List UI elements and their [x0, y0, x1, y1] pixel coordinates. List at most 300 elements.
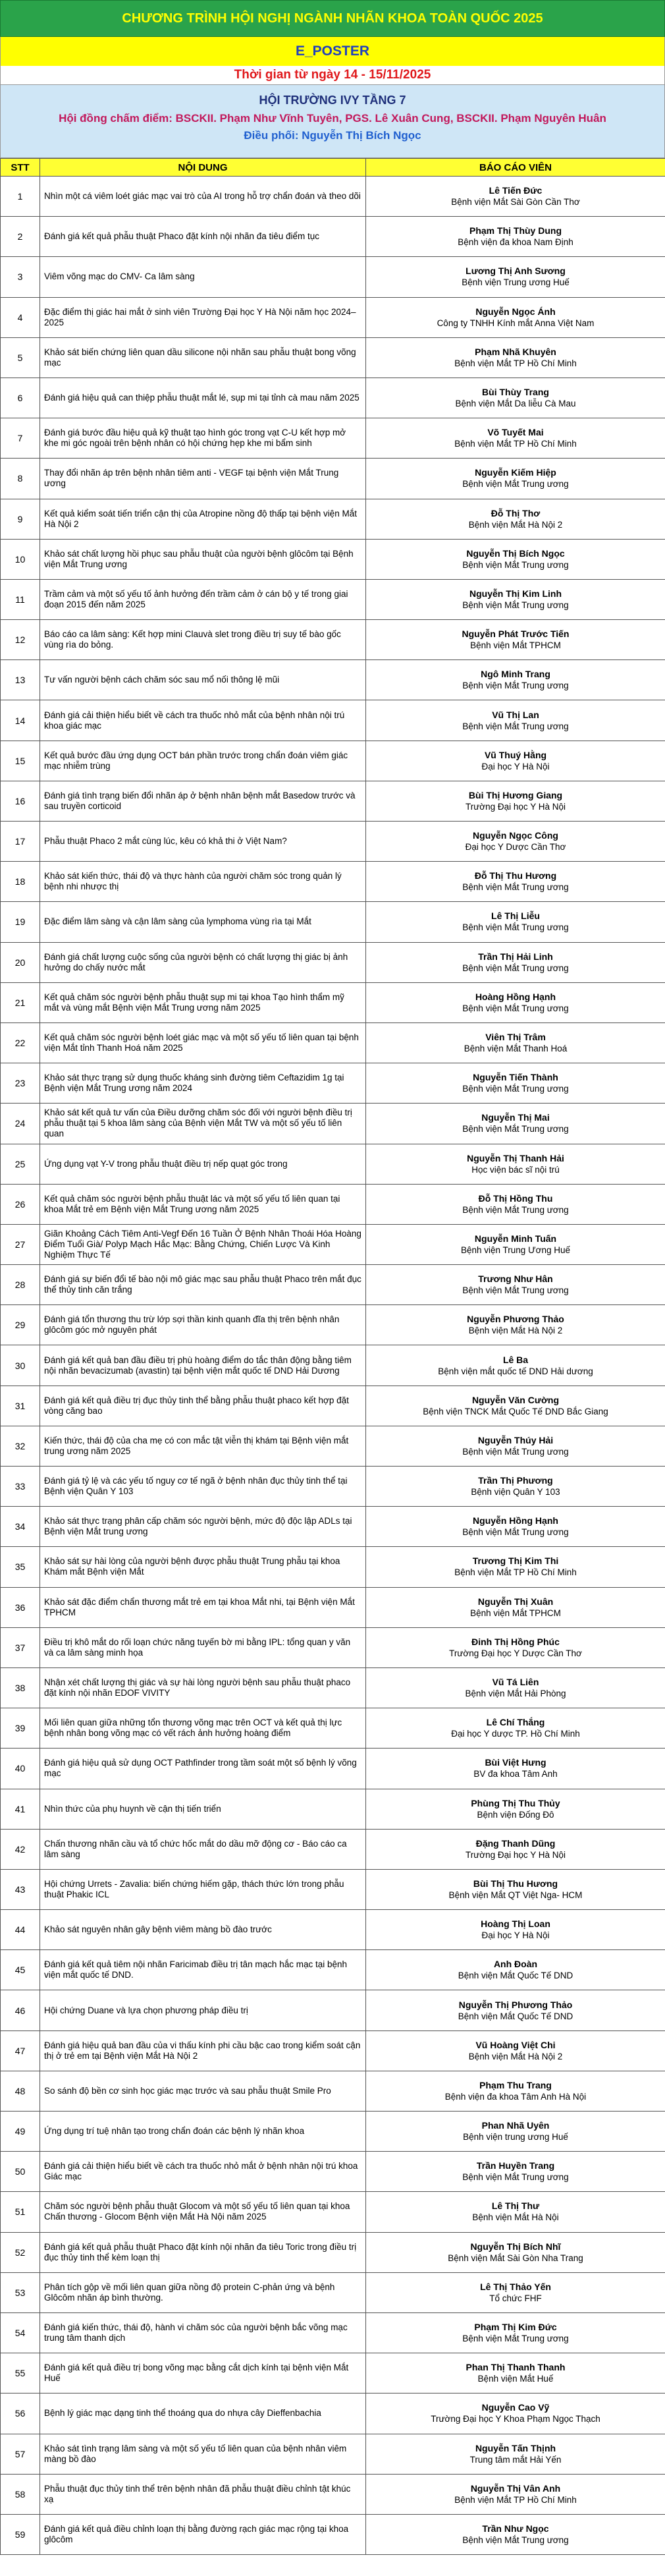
table-row	[1, 1990, 665, 2030]
row-number: 50	[1, 2152, 40, 2192]
speaker-name: Đỗ Thị Thơ	[491, 507, 541, 518]
table-row	[1, 620, 665, 660]
row-number: 54	[1, 2312, 40, 2353]
program-title: CHƯƠNG TRÌNH HỘI NGHỊ NGÀNH NHÃN KHOA TOÀN QUỐC 2025	[0, 0, 665, 37]
speaker-name: Đỗ Thị Hồng Thu	[478, 1192, 553, 1204]
table-row	[1, 660, 665, 700]
table-row	[1, 1829, 665, 1869]
presentation-title: Đánh giá kết quả điều trị bong võng mạc bằng cắt dịch kính tại bệnh viện Mắt Huế	[40, 2353, 366, 2394]
row-number: 14	[1, 700, 40, 741]
speaker-cell	[366, 1063, 665, 1104]
presentation-title: Mối liên quan giữa những tổn thương võng mạc trên OCT và kết quả thị lực bệnh nhân bong võng mạc có vết rách ảnh hưởng hoàng điểm	[40, 1708, 366, 1749]
speaker-name: Nguyễn Hồng Hạnh	[473, 1515, 558, 1526]
speaker-affiliation: Bệnh viện Mắt Trung ương	[462, 681, 569, 691]
row-number: 38	[1, 1667, 40, 1708]
speaker-cell	[366, 1305, 665, 1345]
speaker-name: Nguyễn Thị Xuân	[477, 1596, 554, 1607]
row-number: 23	[1, 1063, 40, 1104]
row-number: 35	[1, 1547, 40, 1587]
speaker-cell	[366, 2353, 665, 2394]
session-info	[0, 84, 665, 158]
speaker-name: Nguyễn Kiếm Hiệp	[475, 467, 556, 478]
presentation-title: Đặc điểm lâm sàng và cận lâm sàng của lymphoma vùng rìa tại Mắt	[40, 902, 366, 942]
speaker-name: Lê Chí Thắng	[486, 1717, 545, 1728]
presentation-title: Chăm sóc người bệnh phẫu thuật Glocom và một số yếu tố liên quan tại khoa Chấn thương - Glocom Bệnh viện Mắt Hà Nội năm 2025	[40, 2192, 366, 2232]
speaker-cell	[366, 1022, 665, 1063]
speaker-affiliation: Bệnh viện Mắt Hà Nội	[472, 2212, 559, 2223]
presentation-title: Bệnh lý giác mạc dạng tinh thể thoáng qua do nhựa cây Dieffenbachia	[40, 2394, 366, 2434]
speaker-affiliation: Bệnh viện trung ương Huế	[463, 2132, 568, 2142]
column-header-content: NỘI DUNG	[40, 159, 366, 177]
speaker-affiliation: Bệnh viện Trung ương Huế	[462, 277, 570, 288]
speaker-name: Lê Ba	[502, 1354, 529, 1365]
speaker-affiliation: Bệnh viện Mắt TP Hồ Chí Minh	[454, 358, 577, 368]
row-number: 34	[1, 1507, 40, 1547]
row-number: 26	[1, 1184, 40, 1224]
row-number: 11	[1, 579, 40, 619]
row-number: 5	[1, 337, 40, 378]
row-number: 51	[1, 2192, 40, 2232]
table-row	[1, 2514, 665, 2554]
presentation-title: Đánh giá kết quả điều chỉnh loạn thị bằng đường rạch giác mạc rộng tại khoa glôcôm	[40, 2514, 366, 2554]
row-number: 9	[1, 499, 40, 539]
speaker-cell	[366, 2312, 665, 2353]
row-number: 52	[1, 2232, 40, 2272]
table-row	[1, 1386, 665, 1426]
presentation-title: Tư vấn người bệnh cách chăm sóc sau mổ nối thông lệ mũi	[40, 660, 366, 700]
speaker-name: Anh Đoàn	[493, 1959, 538, 1970]
speaker-affiliation: Tổ chức FHF	[489, 2293, 542, 2303]
speaker-affiliation: Bệnh viện Mắt Trung ương	[462, 963, 569, 973]
speaker-affiliation: Bệnh viện Mắt Trung ương	[462, 1204, 569, 1215]
speaker-cell	[366, 2394, 665, 2434]
speaker-name: Nguyễn Thị Mai	[481, 1112, 550, 1123]
table-row	[1, 1507, 665, 1547]
speaker-affiliation: Bệnh viện Mắt TPHCM	[470, 640, 561, 651]
speaker-name: Trương Như Hân	[478, 1274, 553, 1285]
row-number: 46	[1, 1990, 40, 2030]
row-number: 36	[1, 1587, 40, 1627]
speaker-name: Nguyễn Thị Thanh Hải	[467, 1152, 564, 1163]
speaker-name: Nguyễn Thị Kim Linh	[469, 588, 562, 599]
table-row	[1, 2353, 665, 2394]
row-number: 37	[1, 1627, 40, 1667]
table-row	[1, 1749, 665, 1789]
table-row	[1, 579, 665, 619]
table-row	[1, 781, 665, 821]
speaker-name: Trương Thị Kim Thi	[472, 1555, 559, 1567]
speaker-cell	[366, 822, 665, 862]
speaker-cell	[366, 1667, 665, 1708]
speaker-cell	[366, 2514, 665, 2554]
table-row	[1, 1910, 665, 1950]
speaker-affiliation: Bệnh viện Mắt Trung ương	[462, 882, 569, 893]
speaker-name: Đặng Thanh Dũng	[475, 1837, 556, 1849]
speaker-affiliation: Bệnh viện đa khoa Nam Định	[458, 237, 573, 248]
table-row	[1, 337, 665, 378]
speaker-affiliation: Bệnh viện Mắt Trung ương	[462, 2534, 569, 2545]
presentation-title: Đánh giá chất lượng cuộc sống của người bệnh có chất lượng thị giác bị ảnh hưởng do chấy nước mắt	[40, 942, 366, 982]
table-row	[1, 1789, 665, 1829]
speaker-affiliation: Bệnh viện Mắt Trung ương	[462, 1084, 569, 1094]
speaker-affiliation: Trường Đại học Y Dược Cần Thơ	[449, 1648, 582, 1658]
row-number: 17	[1, 822, 40, 862]
speaker-affiliation: Bệnh viện Mắt Trung ương	[462, 1446, 569, 1457]
table-row	[1, 1104, 665, 1144]
speaker-affiliation: Bệnh viện Mắt Quốc Tế DND	[458, 1971, 573, 1981]
presentation-title: Nhìn một cá viêm loét giác mạc vai trò của AI trong hỗ trợ chẩn đoán và theo dõi	[40, 177, 366, 217]
speaker-cell	[366, 2272, 665, 2312]
presentation-title: Kết quả chăm sóc người bệnh loét giác mạc và một số yếu tố liên quan tại bệnh viện Mắt tỉnh Thanh Hoá năm 2025	[40, 1022, 366, 1063]
presentation-title: Phân tích gộp về mối liên quan giữa nồng độ protein C-phản ứng và bệnh Glôcôm nhãn áp bình thường.	[40, 2272, 366, 2312]
table-row	[1, 2474, 665, 2514]
speaker-cell	[366, 418, 665, 459]
speaker-cell	[366, 1507, 665, 1547]
speaker-affiliation: Bệnh viện Mắt Thanh Hoá	[464, 1044, 568, 1054]
speaker-affiliation: Bệnh viện Mắt Trung ương	[462, 600, 569, 610]
speaker-affiliation: Bệnh viện Mắt TP Hồ Chí Minh	[454, 439, 577, 449]
speaker-affiliation: Bệnh viện mắt quốc tế DND Hải dương	[438, 1366, 593, 1376]
presentation-title: Khảo sát chất lượng hồi phục sau phẫu thuật của người bệnh glôcôm tại Bệnh viện Mắt Trung ương	[40, 539, 366, 579]
speaker-cell	[366, 257, 665, 297]
speaker-affiliation: Bệnh viện Trung Ương Huế	[461, 1245, 570, 1255]
speaker-name: Vũ Tá Liên	[492, 1677, 539, 1688]
presentation-title: Khảo sát thực trạng phân cấp chăm sóc người bệnh, mức độ độc lập ADLs tại Bệnh viện Mắt trung ương	[40, 1507, 366, 1547]
speaker-affiliation: Bệnh viện Mắt Trung ương	[462, 479, 569, 490]
presentation-title: Đánh giá kiến thức, thái độ, hành vi chăm sóc của người bệnh bắc võng mạc trung tâm thanh dịch	[40, 2312, 366, 2353]
speaker-affiliation: Trường Đại học Y Hà Nội	[466, 1849, 566, 1860]
table-row	[1, 539, 665, 579]
speaker-affiliation: Bệnh viện Mắt Quốc Tế DND	[458, 2011, 573, 2021]
row-number: 59	[1, 2514, 40, 2554]
speaker-affiliation: BV đa khoa Tâm Anh	[473, 1769, 558, 1779]
speaker-affiliation: Bệnh viện Mắt Da liễu Cà Mau	[455, 399, 576, 409]
speaker-name: Trần Thị Phương	[478, 1475, 553, 1486]
speaker-affiliation: Bệnh viện TNCK Mắt Quốc Tế DND Bắc Giang	[423, 1406, 608, 1416]
presentation-title: Đánh giá bước đầu hiệu quả kỹ thuật tạo hình góc trong vạt C-U kết hợp mở khe mi góc ngoài trên bệnh nhân có hội chứng hẹp khe mi bẩm sinh	[40, 418, 366, 459]
speaker-name: Vũ Thị Lan	[492, 709, 539, 720]
presentation-title: Ứng dụng trí tuệ nhân tạo trong chẩn đoán các bệnh lý nhãn khoa	[40, 2112, 366, 2152]
table-row	[1, 1022, 665, 1063]
presentation-title: Nhìn thức của phụ huynh về cận thị tiến triển	[40, 1789, 366, 1829]
presentation-title: Kết quả chăm sóc người bệnh phẫu thuật lác và một số yếu tố liên quan tại khoa Mắt trẻ em Bệnh viện Mắt Trung ương năm 2025	[40, 1184, 366, 1224]
speaker-cell	[366, 1224, 665, 1264]
row-number: 43	[1, 1869, 40, 1909]
row-number: 29	[1, 1305, 40, 1345]
speaker-name: Nguyễn Thị Vân Anh	[470, 2482, 561, 2494]
speaker-cell	[366, 2434, 665, 2474]
table-row	[1, 1426, 665, 1466]
speaker-affiliation: Bệnh viện Mắt Trung ương	[462, 1124, 569, 1134]
speaker-name: Lê Thị Thư	[491, 2200, 540, 2212]
speaker-cell	[366, 862, 665, 902]
table-row	[1, 2192, 665, 2232]
speaker-cell	[366, 660, 665, 700]
table-row	[1, 982, 665, 1022]
speaker-name: Bùi Việt Hưng	[485, 1757, 546, 1768]
table-row	[1, 1063, 665, 1104]
column-header-stt: STT	[1, 159, 40, 177]
table-row	[1, 822, 665, 862]
table-header-row	[1, 159, 665, 177]
speaker-affiliation: Bệnh viện Mắt Hà Nội 2	[468, 519, 563, 530]
speaker-cell	[366, 1184, 665, 1224]
presentation-title: Viêm võng mạc do CMV- Ca lâm sàng	[40, 257, 366, 297]
speaker-cell	[366, 982, 665, 1022]
speaker-cell	[366, 1386, 665, 1426]
speaker-affiliation: Bệnh viện Mắt Hà Nội 2	[468, 1326, 563, 1336]
speaker-cell	[366, 2030, 665, 2071]
speaker-cell	[366, 741, 665, 781]
speaker-cell	[366, 579, 665, 619]
speaker-cell	[366, 700, 665, 741]
speaker-cell	[366, 2232, 665, 2272]
presentation-title: Đặc điểm thị giác hai mắt ở sinh viên Trường Đại học Y Hà Nội năm học 2024–2025	[40, 297, 366, 337]
table-row	[1, 499, 665, 539]
speaker-name: Nguyễn Thị Phương Thảo	[458, 1999, 573, 2010]
table-row	[1, 2030, 665, 2071]
presentation-title: Khảo sát tình trạng lâm sàng và một số yếu tố liên quan của bệnh nhân viêm màng bồ đào	[40, 2434, 366, 2474]
row-number: 18	[1, 862, 40, 902]
row-number: 57	[1, 2434, 40, 2474]
speaker-name: Lê Thị Thảo Yến	[480, 2281, 551, 2292]
speaker-name: Hoàng Thị Loan	[481, 1918, 550, 1930]
speaker-cell	[366, 1749, 665, 1789]
speaker-cell	[366, 1910, 665, 1950]
table-row	[1, 1627, 665, 1667]
presentation-title: Đánh giá tổn thương thu trừ lớp sợi thần kinh quanh đĩa thị trên bệnh nhân glôcôm góc mở nguyên phát	[40, 1305, 366, 1345]
speaker-cell	[366, 2474, 665, 2514]
speaker-cell	[366, 1829, 665, 1869]
table-row	[1, 1305, 665, 1345]
speaker-cell	[366, 2071, 665, 2111]
speaker-cell	[366, 499, 665, 539]
table-row	[1, 297, 665, 337]
speaker-affiliation: Bệnh viện Mắt TPHCM	[470, 1608, 561, 1618]
row-number: 55	[1, 2353, 40, 2394]
speaker-affiliation: Bệnh viện Mắt Trung ương	[462, 1003, 569, 1013]
speaker-affiliation: Bệnh viện đa khoa Tâm Anh Hà Nội	[444, 2091, 587, 2102]
table-row	[1, 2394, 665, 2434]
row-number: 48	[1, 2071, 40, 2111]
presentation-title: Hội chứng Urrets - Zavalia: biến chứng hiếm gặp, thách thức lớn trong phẫu thuật Phakic ICL	[40, 1869, 366, 1909]
speaker-affiliation: Học viện bác sĩ nội trú	[471, 1164, 560, 1175]
speaker-name: Phan Thị Thanh Thanh	[466, 2362, 566, 2373]
speaker-affiliation: Đại học Y Dược Cần Thơ	[465, 842, 566, 853]
presentation-title: Nhận xét chất lượng thị giác và sự hài lòng người bệnh sau phẫu thuật phaco đặt kính nội nhãn EDOF VIVITY	[40, 1667, 366, 1708]
presentation-title: Ứng dụng vạt Y-V trong phẫu thuật điều trị nếp quạt góc trong	[40, 1144, 366, 1184]
speaker-cell	[366, 177, 665, 217]
row-number: 20	[1, 942, 40, 982]
presentation-title: Đánh giá cải thiện hiểu biết về cách tra thuốc nhỏ mắt ở bệnh nhân nội trú khoa Giác mạc	[40, 2152, 366, 2192]
speaker-affiliation: Trường Đại học Y Hà Nội	[466, 801, 566, 812]
table-row	[1, 1708, 665, 1749]
presentation-title: Đánh giá kết quả phẫu thuật Phaco đặt kính nội nhãn đa tiêu điểm tục	[40, 217, 366, 257]
speaker-name: Hoàng Hồng Hạnh	[475, 991, 556, 1002]
table-row	[1, 257, 665, 297]
row-number: 8	[1, 459, 40, 499]
speaker-cell	[366, 1144, 665, 1184]
table-row	[1, 1587, 665, 1627]
row-number: 25	[1, 1144, 40, 1184]
speaker-name: Trần Thị Hải Linh	[478, 951, 553, 962]
speaker-name: Nguyễn Ngọc Công	[473, 830, 558, 841]
speaker-name: Lê Tiến Đức	[489, 185, 543, 196]
speaker-affiliation: Bệnh viện Đống Đô	[477, 1809, 554, 1820]
row-number: 2	[1, 217, 40, 257]
speaker-name: Phạm Nhã Khuyên	[475, 346, 556, 357]
table-row	[1, 2112, 665, 2152]
table-row	[1, 1950, 665, 1990]
speaker-name: Nguyễn Cao Vỹ	[481, 2402, 550, 2413]
presentation-title: Trầm cảm và một số yếu tố ảnh hưởng đến trầm cảm ở cán bộ y tế trong giai đoạn 2015 đến năm 2025	[40, 579, 366, 619]
speaker-affiliation: Đại học Y Hà Nội	[481, 1930, 550, 1941]
speaker-cell	[366, 378, 665, 418]
hall-name: HỘI TRƯỜNG IVY TẦNG 7	[259, 94, 406, 107]
presentation-title: Phẫu thuật đục thủy tinh thể trên bệnh nhân đã phẫu thuật điều chỉnh tật khúc xạ	[40, 2474, 366, 2514]
speaker-cell	[366, 2112, 665, 2152]
presentation-title: Đánh giá sự biến đổi tế bào nội mô giác mạc sau phẫu thuật Phaco trên mắt đục thể thủy tinh căn trắng	[40, 1265, 366, 1305]
row-number: 13	[1, 660, 40, 700]
presentation-title: Khảo sát kết quả tư vấn của Điều dưỡng chăm sóc đối với người bệnh điều trị phẫu thuật tại 5 khoa lâm sàng của Bệnh viện Mắt TW và một số yếu tố liên quan	[40, 1104, 366, 1144]
row-number: 4	[1, 297, 40, 337]
speaker-cell	[366, 1426, 665, 1466]
speaker-cell	[366, 1104, 665, 1144]
presentation-title: Kết quả kiểm soát tiến triển cận thị của Atropine nồng độ thấp tại bệnh viện Mắt Hà Nội 2	[40, 499, 366, 539]
speaker-affiliation: Bệnh viện Mắt Trung ương	[462, 1285, 569, 1296]
speaker-name: Đinh Thị Hồng Phúc	[471, 1636, 560, 1647]
speaker-affiliation: Bệnh viện Mắt TP Hồ Chí Minh	[454, 2494, 577, 2505]
row-number: 53	[1, 2272, 40, 2312]
row-number: 19	[1, 902, 40, 942]
speaker-affiliation: Bệnh viện Quân Y 103	[471, 1487, 560, 1498]
speaker-affiliation: Đại học Y Hà Nội	[481, 761, 550, 771]
row-number: 15	[1, 741, 40, 781]
presentation-title: Khảo sát đặc điểm chẩn thương mắt trẻ em tại khoa Mắt nhi, tại Bệnh viện Mắt TPHCM	[40, 1587, 366, 1627]
presentation-title: Báo cáo ca lâm sàng: Kết hợp mini Clauvà slet trong điều trị suy tế bào gốc vùng rìa do bỏng.	[40, 620, 366, 660]
table-row	[1, 2232, 665, 2272]
row-number: 1	[1, 177, 40, 217]
speaker-cell	[366, 297, 665, 337]
row-number: 40	[1, 1749, 40, 1789]
table-row	[1, 1667, 665, 1708]
speaker-name: Lương Thị Anh Sương	[466, 266, 566, 277]
speaker-cell	[366, 337, 665, 378]
speaker-name: Nguyễn Văn Cường	[471, 1394, 560, 1405]
presentation-title: Khảo sát thực trạng sử dụng thuốc kháng sinh đường tiêm Ceftazidim 1g tại Bệnh viện Mắt Trung ương năm 2024	[40, 1063, 366, 1104]
speaker-name: Phạm Thị Kim Đức	[474, 2322, 557, 2333]
table-row	[1, 1224, 665, 1264]
presentation-title: Đánh giá kết quả phẫu thuật Phaco đặt kính nội nhãn đa tiêu Toric trong điều trị đục thủy tinh thể kèm loạn thị	[40, 2232, 366, 2272]
table-row	[1, 862, 665, 902]
speaker-cell	[366, 1547, 665, 1587]
speaker-cell	[366, 1345, 665, 1386]
row-number: 45	[1, 1950, 40, 1990]
speaker-affiliation: Bệnh viện Mắt Trung ương	[462, 559, 569, 570]
row-number: 21	[1, 982, 40, 1022]
row-number: 58	[1, 2474, 40, 2514]
table-body	[1, 177, 665, 2555]
speaker-affiliation: Bệnh viện Mắt Trung ương	[462, 721, 569, 731]
column-header-speaker: BÁO CÁO VIÊN	[366, 159, 665, 177]
speaker-cell	[366, 620, 665, 660]
presentation-title: Khảo sát nguyên nhân gây bệnh viêm màng bồ đào trước	[40, 1910, 366, 1950]
presentation-title: So sánh độ bền cơ sinh học giác mạc trước và sau phẫu thuật Smile Pro	[40, 2071, 366, 2111]
presentation-title: Thay đổi nhãn áp trên bệnh nhân tiêm anti - VEGF tại bệnh viện Mắt Trung ương	[40, 459, 366, 499]
speaker-name: Bùi Thị Thu Hương	[473, 1878, 558, 1889]
presentation-title: Đánh giá hiệu quả ban đầu của vi thấu kính phi cầu bậc cao trong kiểm soát cận thị ở trẻ em tại Bệnh viện Mắt Hà Nội 2	[40, 2030, 366, 2071]
row-number: 41	[1, 1789, 40, 1829]
table-row	[1, 459, 665, 499]
row-number: 27	[1, 1224, 40, 1264]
table-row	[1, 1345, 665, 1386]
presentation-title: Kết quả chăm sóc người bệnh phẫu thuật sụp mi tại khoa Tạo hình thẩm mỹ mắt và vùng mắt Bệnh viện Mắt Trung ương năm 2025	[40, 982, 366, 1022]
speaker-name: Phạm Thị Thùy Dung	[469, 225, 562, 237]
row-number: 42	[1, 1829, 40, 1869]
speaker-name: Vũ Hoàng Việt Chi	[475, 2039, 556, 2050]
row-number: 22	[1, 1022, 40, 1063]
table-row	[1, 2071, 665, 2111]
row-number: 12	[1, 620, 40, 660]
speaker-name: Phạm Thu Trang	[479, 2079, 552, 2090]
presentation-title: Đánh giá cải thiện hiểu biết về cách tra thuốc nhỏ mắt của bệnh nhân nội trú khoa giác mạc	[40, 700, 366, 741]
table-row	[1, 942, 665, 982]
table-row	[1, 418, 665, 459]
row-number: 28	[1, 1265, 40, 1305]
speaker-affiliation: Trường Đại học Y Khoa Phạm Ngọc Thạch	[431, 2414, 600, 2424]
speaker-cell	[366, 1265, 665, 1305]
row-number: 24	[1, 1104, 40, 1144]
row-number: 56	[1, 2394, 40, 2434]
speaker-affiliation: Trung tâm mắt Hải Yến	[469, 2454, 562, 2465]
row-number: 49	[1, 2112, 40, 2152]
speaker-name: Đỗ Thị Thu Hương	[474, 870, 557, 882]
poster-table	[0, 158, 665, 2555]
presentation-title: Chấn thương nhãn cầu và tổ chức hốc mắt do dầu mỡ động cơ - Báo cáo ca lâm sàng	[40, 1829, 366, 1869]
presentation-title: Đánh giá kết quả ban đầu điều trị phù hoàng điểm do tắc thân động bằng tiêm nội nhãn bevacizumab (avastin) tại bệnh viện mắt quốc tế DND Hải Dương	[40, 1345, 366, 1386]
speaker-name: Nguyễn Thị Bích Ngọc	[466, 547, 565, 559]
table-row	[1, 1547, 665, 1587]
speaker-cell	[366, 1869, 665, 1909]
speaker-cell	[366, 781, 665, 821]
schedule-time: Thời gian từ ngày 14 - 15/11/2025	[0, 66, 665, 84]
presentation-title: Đánh giá hiệu quả sử dụng OCT Pathfinder trong tầm soát một số bệnh lý võng mạc	[40, 1749, 366, 1789]
presentation-title: Kết quả bước đầu ứng dụng OCT bán phần trước trong chẩn đoán viêm giác mạc nhiễm trùng	[40, 741, 366, 781]
row-number: 3	[1, 257, 40, 297]
speaker-cell	[366, 1467, 665, 1507]
presentation-title: Khảo sát biến chứng liên quan dầu silicone nội nhãn sau phẫu thuật bong võng mạc	[40, 337, 366, 378]
presentation-title: Hội chứng Duane và lựa chọn phương pháp điều trị	[40, 1990, 366, 2030]
table-row	[1, 1869, 665, 1909]
speaker-cell	[366, 1789, 665, 1829]
speaker-name: Phan Nhã Uyên	[481, 2120, 550, 2131]
speaker-name: Nguyễn Thị Bích Nhĩ	[470, 2241, 561, 2252]
coordinator: Điều phối: Nguyễn Thị Bích Ngọc	[244, 129, 421, 142]
table-row	[1, 2434, 665, 2474]
scoring-board: Hội đồng chấm điểm: BSCKII. Phạm Như Vĩnh Tuyên, PGS. Lê Xuân Cung, BSCKII. Phạm Nguyên Huân	[59, 112, 606, 125]
speaker-cell	[366, 1990, 665, 2030]
row-number: 31	[1, 1386, 40, 1426]
speaker-name: Bùi Thị Hương Giang	[468, 789, 563, 800]
speaker-affiliation: Bệnh viện Mắt QT Việt Nga- HCM	[448, 1890, 583, 1900]
speaker-cell	[366, 1708, 665, 1749]
row-number: 30	[1, 1345, 40, 1386]
presentation-title: Đánh giá kết quả điều trị đục thủy tinh thể bằng phẫu thuật phaco kết hợp đặt vòng căng bao	[40, 1386, 366, 1426]
speaker-cell	[366, 539, 665, 579]
speaker-cell	[366, 2192, 665, 2232]
speaker-affiliation: Bệnh viện Mắt Huế	[477, 2374, 554, 2384]
speaker-name: Nguyễn Phương Thảo	[467, 1314, 564, 1325]
